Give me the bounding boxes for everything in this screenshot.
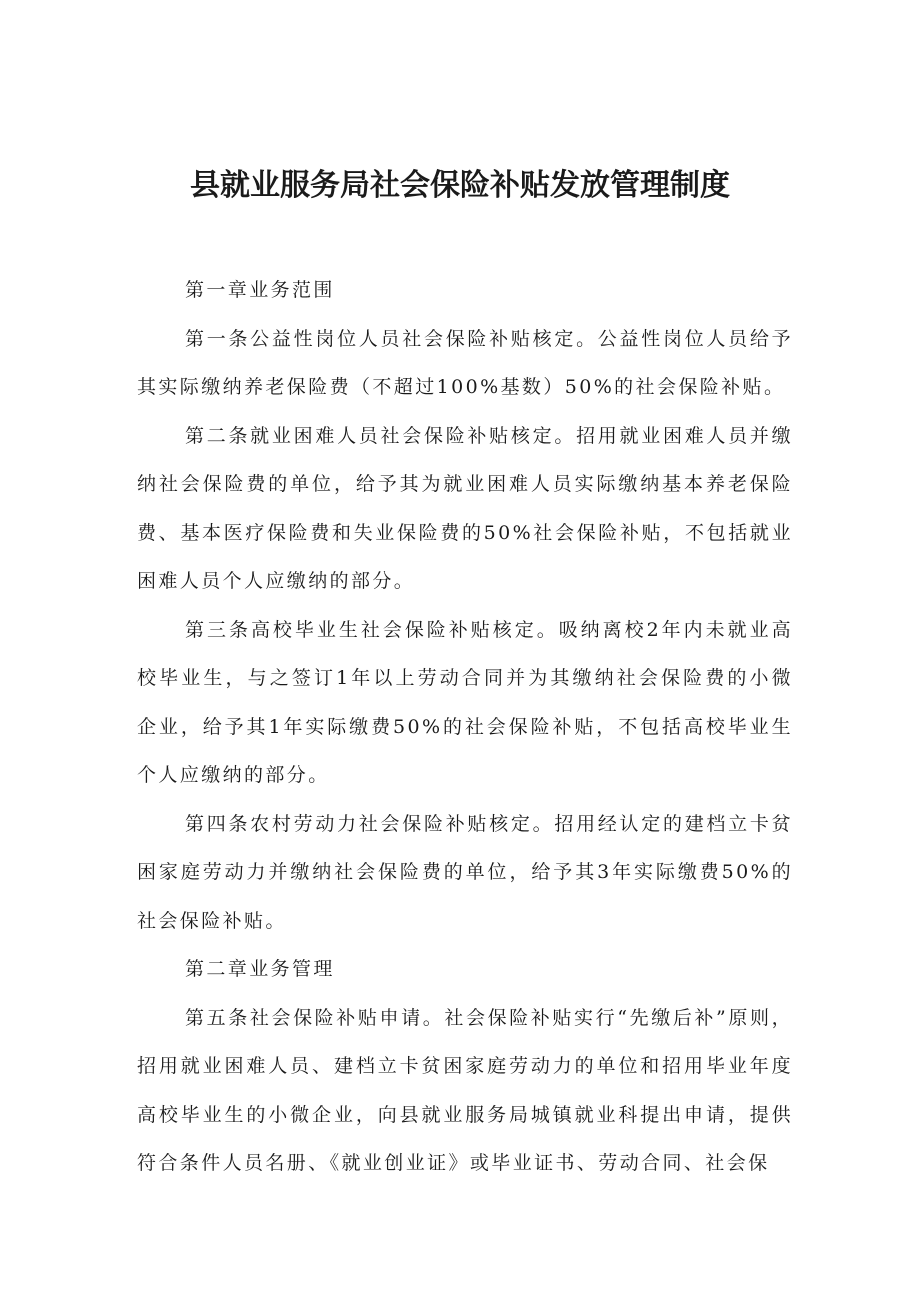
chapter-heading-1: 第一章业务范围 bbox=[185, 279, 335, 301]
article-5-paragraph: 第五条社会保险补贴申请。社会保险补贴实行“先缴后补”原则，招用就业困难人员、建档立卡贫困家庭劳动力的单位和招用毕业年度高校毕业生的小微企业，向县就业服务局城镇就业科提出申请，提供符合条件人员名册、《就业创业证》或毕业证书、劳动合同、社会保 bbox=[137, 1006, 793, 1174]
document-title: 县就业服务局社会保险补贴发放管理制度 bbox=[190, 168, 730, 203]
chapter-heading-2: 第二章业务管理 bbox=[185, 958, 335, 980]
article-3-paragraph: 第三条高校毕业生社会保险补贴核定。吸纳离校2年内未就业高校毕业生，与之签订1年以上劳动合同并为其缴纳社会保险费的小微企业，给予其1年实际缴费50%的社会保险补贴，不包括高校毕业生个人应缴纳的部分。 bbox=[137, 618, 793, 786]
document-body bbox=[137, 266, 793, 1188]
article-2-paragraph: 第二条就业困难人员社会保险补贴核定。招用就业困难人员并缴纳社会保险费的单位，给予其为就业困难人员实际缴纳基本养老保险费、基本医疗保险费和失业保险费的50%社会保险补贴，不包括就业困难人员个人应缴纳的部分。 bbox=[137, 424, 793, 592]
article-4-paragraph: 第四条农村劳动力社会保险补贴核定。招用经认定的建档立卡贫困家庭劳动力并缴纳社会保险费的单位，给予其3年实际缴费50%的社会保险补贴。 bbox=[137, 812, 793, 932]
article-1-paragraph: 第一条公益性岗位人员社会保险补贴核定。公益性岗位人员给予其实际缴纳养老保险费（不超过100%基数）50%的社会保险补贴。 bbox=[137, 327, 793, 398]
